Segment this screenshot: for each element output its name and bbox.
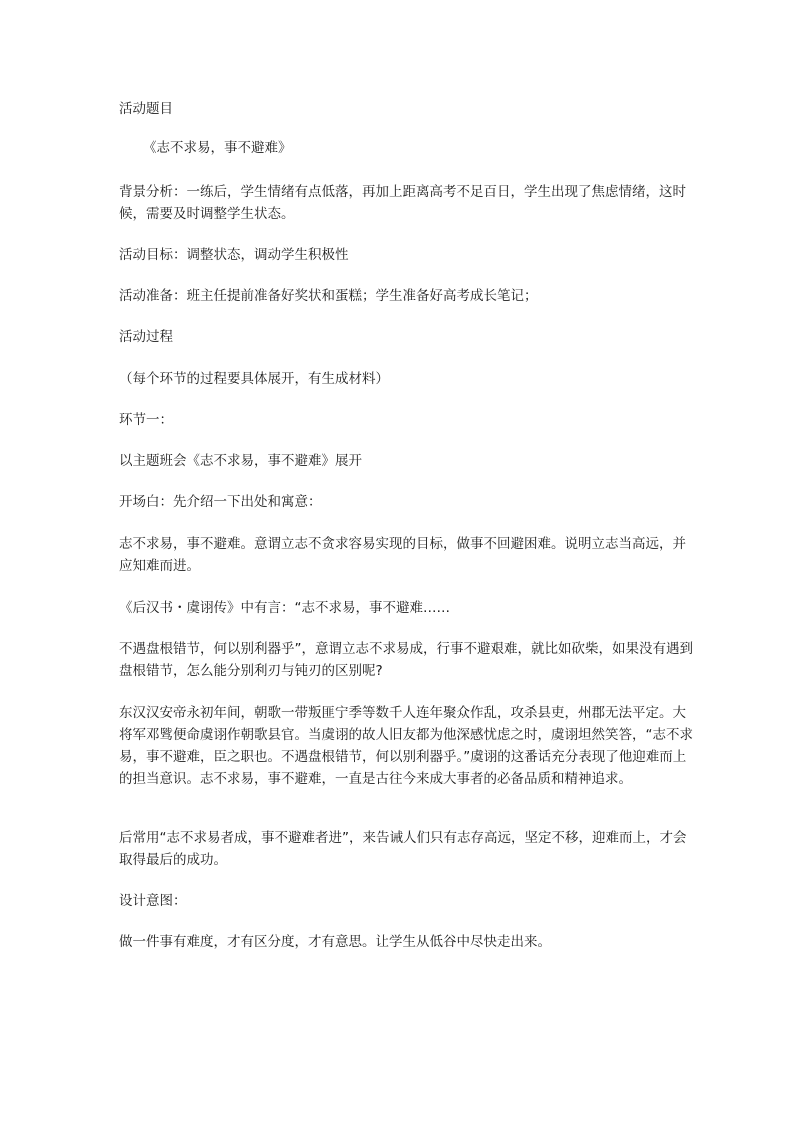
activity-heading: 活动题目: [119, 101, 173, 117]
stage-one-label: 环节一：: [119, 412, 173, 428]
theme-line: 以主题班会《志不求易，事不避难》展开: [119, 453, 362, 469]
design-heading: 设计意图：: [119, 893, 187, 909]
later-usage-paragraph: 后常用“志不求易者成，事不避难者进”，来告诫人们只有志存高远，坚定不移，迎难而上，才会取得最后的成功。: [119, 830, 687, 868]
story-paragraph: 东汉汉安帝永初年间，朝歌一带叛匪宁季等数千人连年聚众作乱，攻杀县吏，州郡无法平定。大将军邓骘便命虞诩作朝歌县官。当虞诩的故人旧友都为他深感忧虑之时，虞诩坦然笑答，“志不求易，事不避难，臣之职也。不遇盘根错节，何以别利器乎。”虞诩的这番话充分表现了他迎难而上的担当意识。志不求易，事不避难，一直是古往今来成大事者的必备品质和精神追求。: [119, 705, 693, 787]
background-analysis: 背景分析：一练后，学生情绪有点低落，再加上距离高考不足百日，学生出现了焦虑情绪，这时候，需要及时调整学生状态。: [119, 184, 686, 222]
activity-preparation: 活动准备：班主任提前准备好奖状和蛋糕；学生准备好高考成长笔记；: [119, 288, 538, 304]
process-note: （每个环节的过程要具体展开，有生成材料）: [119, 371, 389, 387]
source-quote: 《后汉书・虞诩传》中有言：“志不求易，事不避难……: [119, 600, 450, 616]
design-intent: 做一件事有难度，才有区分度，才有意思。让学生从低谷中尽快走出来。: [119, 934, 551, 950]
activity-goal: 活动目标：调整状态，调动学生积极性: [119, 247, 349, 263]
opening-line: 开场白：先介绍一下出处和寓意：: [119, 494, 322, 510]
activity-title: 《志不求易，事不避难》: [143, 140, 292, 156]
source-continuation: 不遇盘根错节，何以别利器乎”，意谓立志不求易成，行事不避艰难，就比如砍柴，如果没有遇到盘根错节，怎么能分别利刃与钝刃的区别呢?: [119, 641, 693, 679]
meaning-paragraph: 志不求易，事不避难。意谓立志不贪求容易实现的目标，做事不回避困难。说明立志当高远，并应知难而进。: [119, 536, 686, 574]
process-heading: 活动过程: [119, 329, 173, 345]
